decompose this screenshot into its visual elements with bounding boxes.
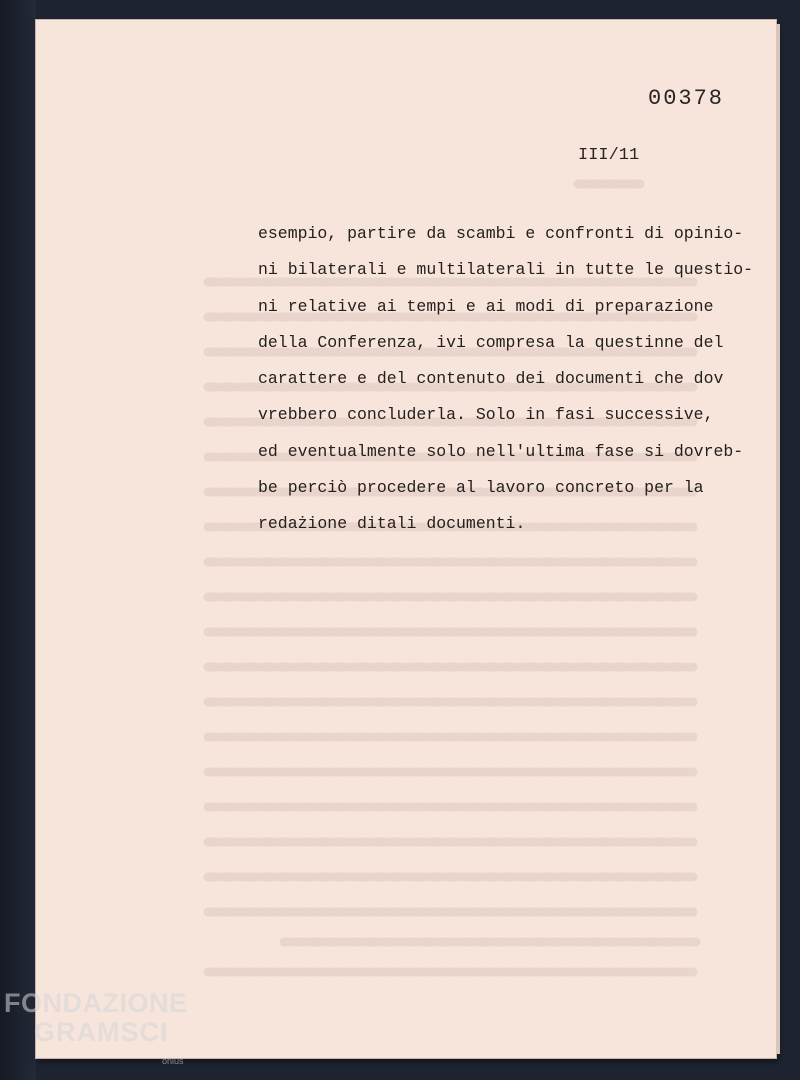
watermark-line1: FONDAZIONE <box>4 988 188 1018</box>
text-line: ni relative ai tempi e ai modi di preparazione <box>258 296 714 316</box>
paper-edge <box>776 24 780 1054</box>
scanner-background <box>0 0 36 1080</box>
watermark-onlus: onlus <box>162 1056 184 1066</box>
text-line: vrebbero concluderla. Solo in fasi successive, <box>258 405 714 425</box>
archive-number: 00378 <box>648 86 725 111</box>
text-line: ni bilaterali e multilaterali in tutte le questio- <box>258 260 754 280</box>
text-line: carattere e del contenuto dei documenti che dov <box>258 369 724 389</box>
text-line: be perciò procedere al lavoro concreto per la <box>258 478 704 498</box>
text-line: della Conferenza, ivi compresa la questinne del <box>258 332 724 352</box>
text-line: esempio, partire da scambi e confronti di opinio- <box>258 224 744 243</box>
text-line: ed eventualmente solo nell'ultima fase si dovreb- <box>258 441 744 461</box>
watermark-line2: GRAMSCI <box>34 1017 169 1047</box>
document-page <box>36 20 776 1058</box>
fondazione-gramsci-watermark <box>4 990 188 1046</box>
page-reference: III/11 <box>578 146 640 165</box>
body-text <box>258 216 778 543</box>
text-line: redażione ditali documenti. <box>258 514 526 534</box>
